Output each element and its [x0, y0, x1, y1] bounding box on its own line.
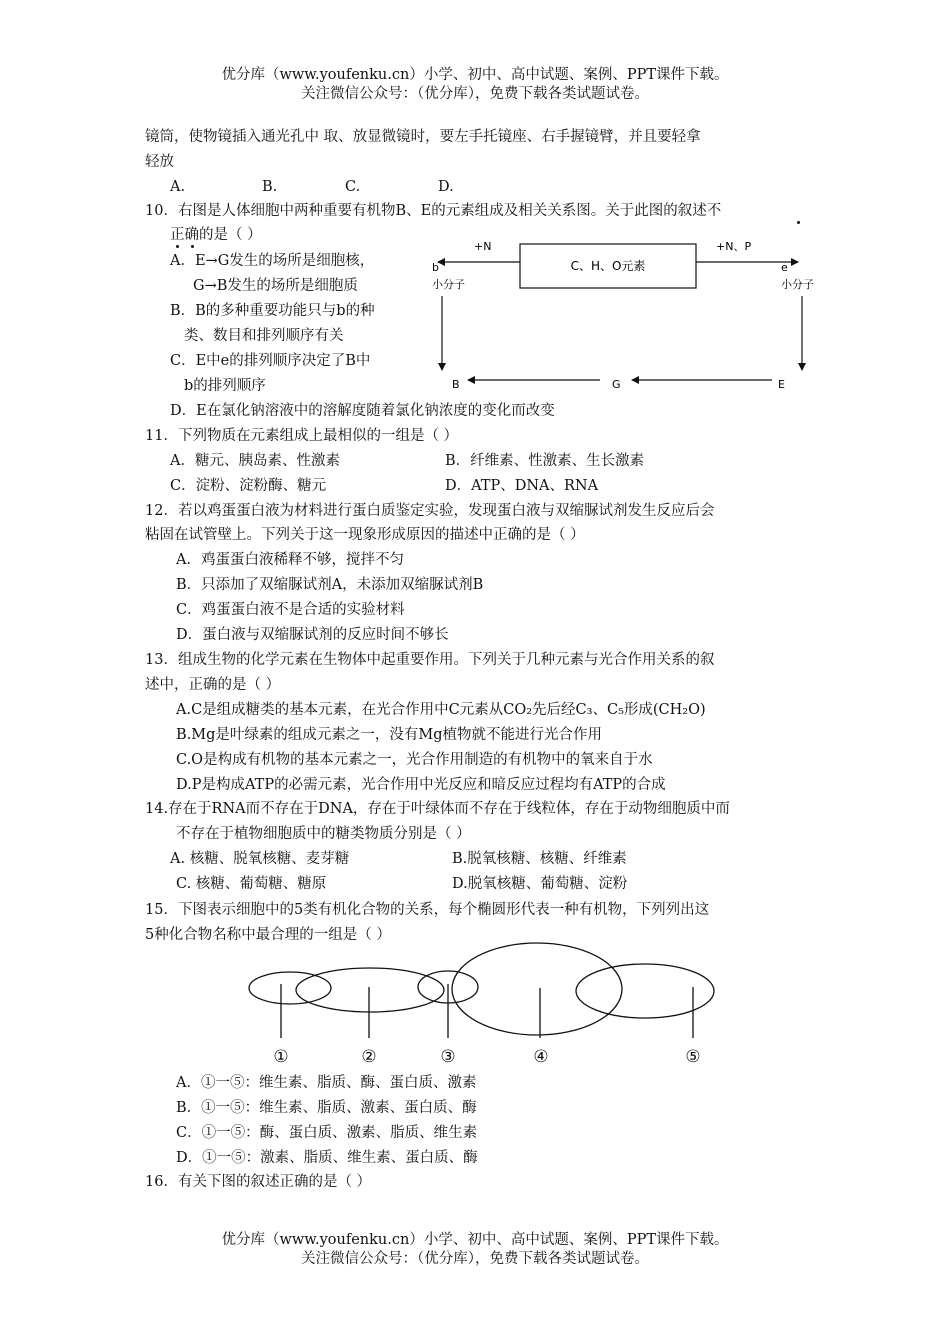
q10-stem-line-1: 10．右图是人体细胞中两种重要有机物B、E的元素组成及相关关系图。关于此图的叙述不 — [145, 203, 722, 219]
q10-option-b-line-2: 类、数目和排列顺序有关 — [184, 328, 344, 344]
q14-option-d: D.脱氧核糖、葡萄糖、淀粉 — [452, 876, 628, 892]
q16-stem: 16．有关下图的叙述正确的是（ ） — [145, 1174, 372, 1190]
label-3: ③ — [440, 1047, 456, 1067]
q9-option-b: B. — [262, 179, 278, 195]
plus-n-label: +N — [474, 240, 492, 253]
q14-stem-line-1: 14.存在于RNA而不存在于DNA，存在于叶绿体而不存在于线粒体，存在于动物细胞质中而 — [145, 801, 730, 817]
q14-option-c: C. 核糖、葡萄糖、糖原 — [176, 876, 327, 892]
q10-option-a-line-1: A．E→G发生的场所是细胞核， — [170, 253, 375, 269]
label-2: ② — [361, 1047, 377, 1067]
q11-option-d: D．ATP、DNA、RNA — [445, 478, 599, 494]
q9-text-line-1: 镜筒，使物镜插入通光孔中 取、放显微镜时，要左手托镜座、右手握镜臂，并且要轻拿 — [145, 129, 701, 145]
q13-option-c: C.O是构成有机物的基本元素之一，光合作用制造的有机物中的氧来自于水 — [176, 752, 653, 768]
q9-option-d: D. — [438, 179, 454, 195]
q15-stem-line-2: 5种化合物名称中最合理的一组是（ ） — [145, 927, 391, 943]
q15-stem-line-1: 15．下图表示细胞中的5类有机化合物的关系，每个椭圆形代表一种有机物，下列列出这 — [145, 902, 710, 918]
label-5: ⑤ — [685, 1047, 701, 1067]
q15-option-b: B．①一⑤：维生素、脂质、激素、蛋白质、酶 — [176, 1100, 477, 1116]
q12-option-d: D．蛋白液与双缩脲试剂的反应时间不够长 — [176, 627, 449, 643]
q11-stem: 11．下列物质在元素组成上最相似的一组是（ ） — [145, 428, 459, 444]
q15-option-d: D．①一⑤：激素、脂质、维生素、蛋白质、酶 — [176, 1150, 478, 1166]
label-4: ④ — [533, 1047, 549, 1067]
q13-stem-line-2: 述中，正确的是（ ） — [145, 677, 281, 693]
q14-option-b: B.脱氧核糖、核糖、纤维素 — [452, 851, 627, 867]
q10-option-c-line-2: b的排列顺序 — [184, 378, 266, 394]
b-letter: b — [432, 261, 439, 274]
q10-option-c-line-1: C．E中e的排列顺序决定了B中 — [170, 353, 371, 369]
q14-option-a: A. 核糖、脱氧核糖、麦芽糖 — [170, 851, 350, 867]
q15-ellipse-diagram — [240, 940, 720, 1070]
q11-option-a: A．糖元、胰岛素、性激素 — [170, 453, 340, 469]
q9-text-line-2: 轻放 — [145, 154, 174, 170]
q13-option-d: D.P是构成ATP的必需元素，光合作用中光反应和暗反应过程均有ATP的合成 — [176, 777, 666, 793]
b-small-molecule-label: 小分子 — [432, 278, 465, 291]
q12-stem-line-1: 12．若以鸡蛋蛋白液为材料进行蛋白质鉴定实验，发现蛋白液与双缩脲试剂发生反应后会 — [145, 503, 715, 519]
q14-stem-line-2: 不存在于植物细胞质中的糖类物质分别是（ ） — [176, 826, 471, 842]
q11-option-c: C．淀粉、淀粉酶、糖元 — [170, 478, 327, 494]
q15-option-a: A．①一⑤：维生素、脂质、酶、蛋白质、激素 — [176, 1075, 477, 1091]
q10-option-d: D．E在氯化钠溶液中的溶解度随着氯化钠浓度的变化而改变 — [170, 403, 555, 419]
q12-option-c: C．鸡蛋蛋白液不是合适的实验材料 — [176, 602, 405, 618]
label-1: ① — [273, 1047, 289, 1067]
q10-relation-diagram — [420, 232, 830, 397]
q13-option-a: A.C是组成糖类的基本元素，在光合作用中C元素从CO₂先后经C₃、C₅形成(CH₂O) — [176, 702, 706, 718]
e-small-molecule-label: 小分子 — [781, 278, 814, 291]
ellipse-2 — [296, 968, 444, 1012]
q10-option-a-line-2: G→B发生的场所是细胞质 — [193, 278, 358, 294]
q13-stem-line-1: 13．组成生物的化学元素在生物体中起重要作用。下列关于几种元素与光合作用关系的叙 — [145, 652, 715, 668]
q12-option-a: A．鸡蛋蛋白液稀释不够，搅拌不匀 — [176, 552, 404, 568]
q10-option-b-line-1: B．B的多种重要功能只与b的种 — [170, 303, 375, 319]
footer-line-2: 关注微信公众号：（优分库），免费下载各类试题试卷。 — [301, 1251, 649, 1267]
q15-option-c: C．①一⑤：酶、蛋白质、激素、脂质、维生素 — [176, 1125, 478, 1141]
element-box-label: C、H、O元素 — [570, 259, 646, 273]
header-line-1: 优分库（www.youfenku.cn）小学、初中、高中试题、案例、PPT课件下载。 — [221, 67, 729, 83]
B-letter: B — [452, 378, 460, 391]
q11-option-b: B．纤维素、性激素、生长激素 — [445, 453, 645, 469]
emphasis-dot — [191, 245, 194, 248]
q9-option-c: C. — [345, 179, 361, 195]
e-letter: e — [781, 261, 788, 274]
emphasis-dot — [176, 245, 179, 248]
header-line-2: 关注微信公众号：（优分库），免费下载各类试题试卷。 — [301, 86, 649, 102]
q9-option-a: A. — [170, 179, 186, 195]
plus-np-label: +N、P — [716, 240, 752, 253]
q10-stem-line-2: 正确的是（ ） — [170, 227, 262, 243]
G-letter: G — [612, 378, 621, 391]
q12-stem-line-2: 粘固在试管壁上。下列关于这一现象形成原因的描述中正确的是（ ） — [145, 527, 585, 543]
emphasis-dot — [797, 221, 800, 224]
q13-option-b: B.Mg是叶绿素的组成元素之一，没有Mg植物就不能进行光合作用 — [176, 727, 603, 743]
ellipse-1 — [249, 972, 331, 1004]
q12-option-b: B．只添加了双缩脲试剂A，未添加双缩脲试剂B — [176, 577, 484, 593]
E-letter: E — [778, 378, 785, 391]
footer-line-1: 优分库（www.youfenku.cn）小学、初中、高中试题、案例、PPT课件下载。 — [221, 1232, 729, 1248]
